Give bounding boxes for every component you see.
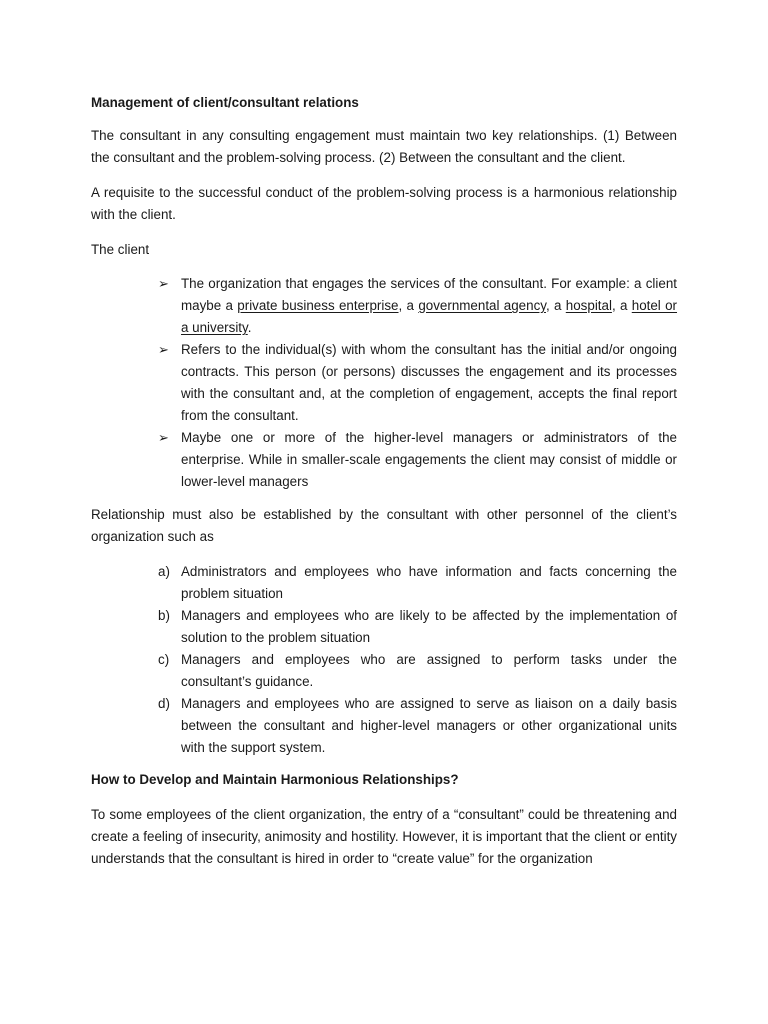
personnel-lettered-list <box>158 561 677 759</box>
paragraph-consultant-entry: To some employees of the client organization, the entry of a “consultant” could be threatening and create a feeling of insecurity, animosity and hostility. However, it is important that the client or entity understands that the consultant is hired in order to “create value” for the organization <box>91 807 677 866</box>
list-item: a) Administrators and employees who have information and facts concerning the problem situation <box>158 561 677 605</box>
client-bullet-list <box>158 273 677 493</box>
client-subheading: The client <box>91 242 150 257</box>
list-item: ➢ The organization that engages the services of the consultant. For example: a client maybe a private business enterprise, a governmental agency, a hospital, a hotel or a university. <box>158 273 677 339</box>
list-marker: a) <box>158 564 170 579</box>
document-title: Management of client/consultant relations <box>91 95 359 110</box>
section-heading-harmonious-relationships: How to Develop and Maintain Harmonious Relationships? <box>91 772 459 787</box>
list-marker: c) <box>158 652 170 667</box>
link-governmental-agency: governmental agency <box>418 298 546 313</box>
link-hospital: hospital <box>565 298 612 313</box>
list-item: d) Managers and employees who are assigned to serve as liaison on a daily basis between the consultant and higher-level managers or other organizational units with the support system. <box>158 693 677 759</box>
paragraph-key-relationships: The consultant in any consulting engagement must maintain two key relationships. (1) Between the consultant and the problem-solving process. (2) Between the consultant and the client. <box>91 128 677 165</box>
list-marker: d) <box>158 696 170 711</box>
paragraph-requisite: A requisite to the successful conduct of the problem-solving process is a harmonious relationship with the client. <box>91 185 677 222</box>
link-private-business-enterprise: private business enterprise <box>237 298 399 313</box>
list-item: c) Managers and employees who are assigned to perform tasks under the consultant’s guidance. <box>158 649 677 693</box>
arrow-bullet-icon: ➢ <box>158 430 169 445</box>
paragraph-relationship-personnel: Relationship must also be established by the consultant with other personnel of the client’s organization such as <box>91 507 677 544</box>
list-marker: b) <box>158 608 170 623</box>
arrow-bullet-icon: ➢ <box>158 342 169 357</box>
list-item: ➢ Refers to the individual(s) with whom the consultant has the initial and/or ongoing contracts. This person (or persons) discusses the engagement and its processes with the consultant and, at the completion of engagement, accepts the final report from the consultant. <box>158 339 677 427</box>
list-item: ➢ Maybe one or more of the higher-level managers or administrators of the enterprise. While in smaller-scale engagements the client may consist of middle or lower-level managers <box>158 427 677 493</box>
link-hotel-or-university: hotel or a university <box>181 298 678 335</box>
list-item: b) Managers and employees who are likely to be affected by the implementation of solution to the problem situation <box>158 605 677 649</box>
arrow-bullet-icon: ➢ <box>158 276 169 291</box>
